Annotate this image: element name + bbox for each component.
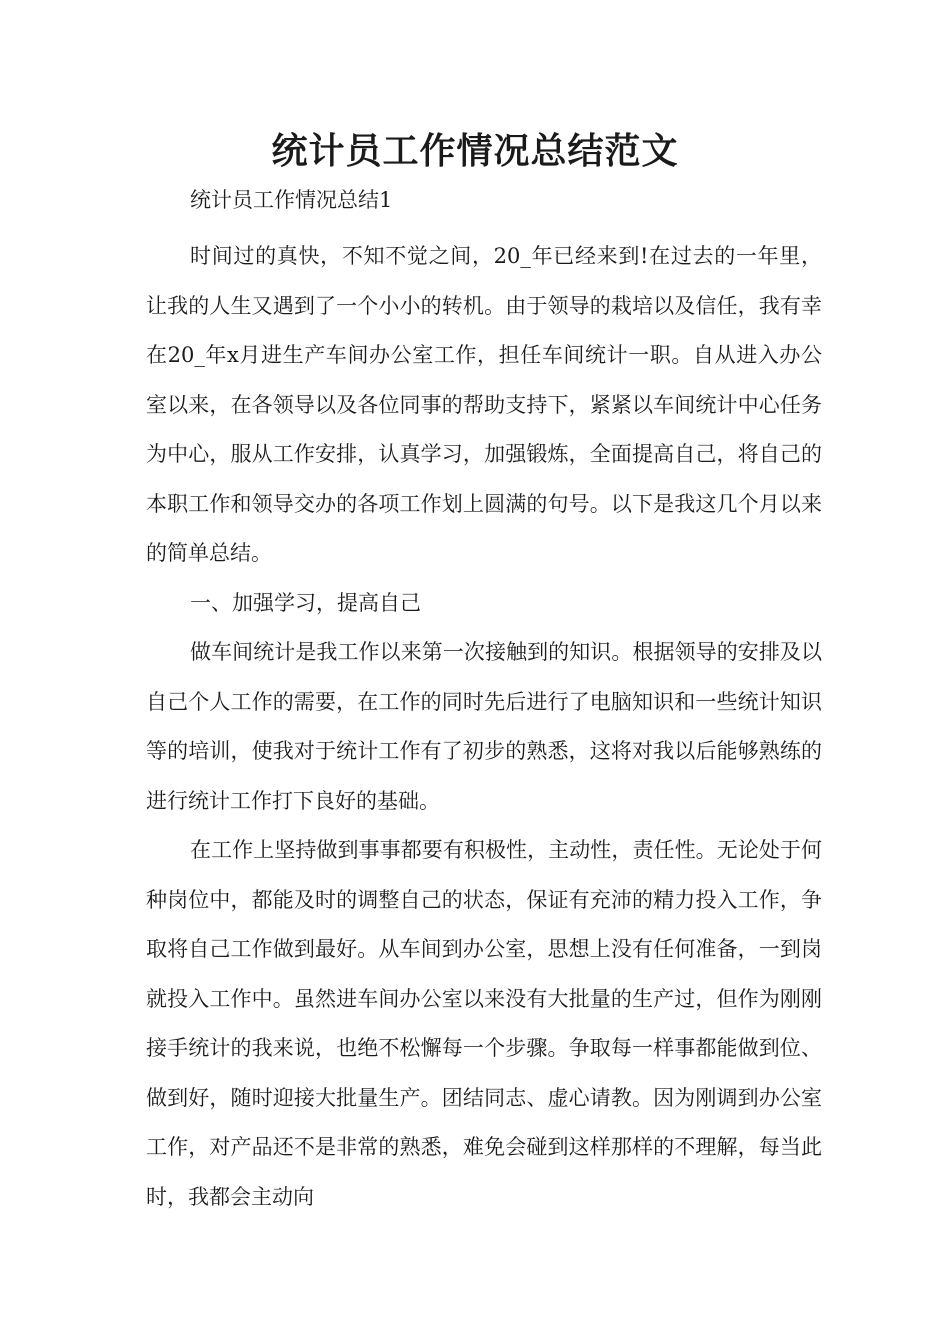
section-heading: 一、加强学习，提高自己: [190, 590, 421, 615]
paragraph-learning: 做车间统计是我工作以来第一次接触到的知识。根据领导的安排及以自己个人工作的需要，在工作的同时先后进行了电脑知识和一些统计知识等的培训，使我对于统计工作有了初步的熟悉，这将对我以后能够熟练的进行统计工作打下良好的基础。: [146, 640, 822, 813]
document-title: 统计员工作情况总结范文: [271, 131, 679, 172]
document-subtitle: 统计员工作情况总结1: [190, 188, 393, 212]
paragraph-intro: 时间过的真快，不知不觉之间，20_年已经来到!在过去的一年里，让我的人生又遇到了一个小小的转机。由于领导的栽培以及信任，我有幸在20_年x月进生产车间办公室工作，担任车间统计一职。自从进入办公室以来，在各领导以及各位同事的帮助支持下，紧紧以车间统计中心任务为中心，服从工作安排，认真学习，加强锻炼，全面提高自己，将自己的本职工作和领导交办的各项工作划上圆满的句号。以下是我这几个月以来的简单总结。: [146, 244, 822, 565]
document-body: [146, 232, 822, 1222]
paragraph-work-attitude: 在工作上坚持做到事事都要有积极性，主动性，责任性。无论处于何种岗位中，都能及时的调整自己的状态，保证有充沛的精力投入工作，争取将自己工作做到最好。从车间到办公室，思想上没有任何准备，一到岗就投入工作中。虽然进车间办公室以来没有大批量的生产过，但作为刚刚接手统计的我来说，也绝不松懈每一个步骤。争取每一样事都能做到位、做到好，随时迎接大批量生产。团结同志、虚心请教。因为刚调到办公室工作，对产品还不是非常的熟悉，难免会碰到这样那样的不理解，每当此时，我都会主动向: [146, 838, 822, 1209]
